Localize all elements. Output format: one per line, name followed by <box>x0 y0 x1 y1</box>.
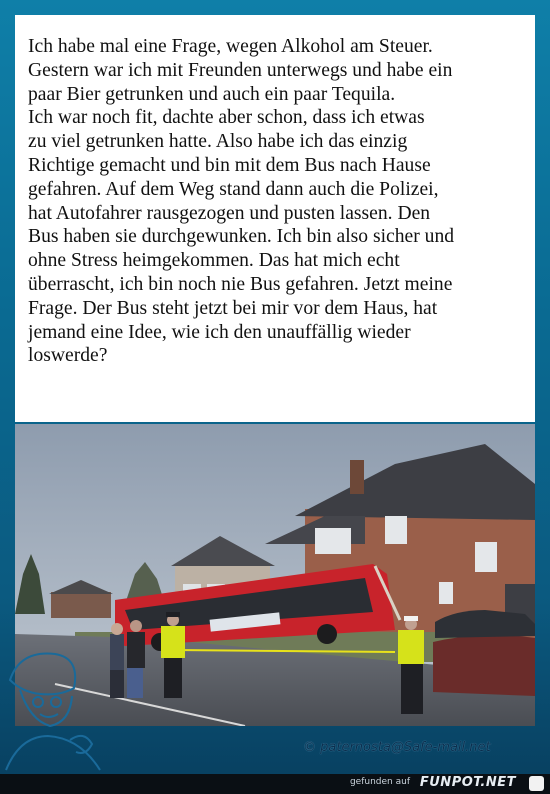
post-text-line: hat Autofahrer rausgezogen und pusten lassen. Den <box>28 202 431 224</box>
footer-bar <box>0 774 550 794</box>
window <box>315 528 351 554</box>
post-text-line: Bus haben sie durchgewunken. Ich bin also sicher und <box>28 226 455 248</box>
far-house <box>51 592 111 618</box>
cartoon-avatar-watermark <box>0 640 108 780</box>
post-text-line: Ich habe mal eine Frage, wegen Alkohol am Steuer. <box>28 36 433 57</box>
post-text-line: loswerde? <box>28 345 108 367</box>
post-text-line: ohne Stress heimgekommen. Das hat mich echt <box>28 250 400 272</box>
person-legs <box>110 670 124 698</box>
post-text-line: Frage. Der Bus steht jetzt bei mir vor dem Haus, hat <box>28 297 438 319</box>
post-text-line: Richtige gemacht und bin mit dem Bus nach Hause <box>28 154 431 176</box>
post-text-line: überrascht, ich bin noch nie Bus gefahren. Jetzt meine <box>28 273 453 295</box>
post-text-line: Gestern war ich mit Freunden unterwegs und habe ein <box>28 59 453 81</box>
post-text-line: paar Bier getrunken und auch ein paar Tequila. <box>28 83 396 105</box>
window <box>475 542 497 572</box>
hedge <box>433 635 535 696</box>
hi-vis-jacket <box>161 626 185 658</box>
person <box>110 634 124 670</box>
person-head <box>130 620 142 632</box>
officer-legs <box>401 664 423 714</box>
funpot-mascot-icon <box>529 776 544 791</box>
post-text-box <box>15 15 535 422</box>
footer-site-logo[interactable]: FUNPOT.NET <box>419 775 516 790</box>
officer-hat <box>404 616 418 621</box>
chimney <box>350 460 364 494</box>
hi-vis-jacket <box>398 630 424 664</box>
post-text-line: jemand eine Idee, wie ich den unauffällig wieder <box>28 321 411 343</box>
bus-wheel <box>317 624 337 644</box>
watermark-text: © paternosta@Safe-mail.net <box>303 740 491 755</box>
person-legs <box>127 668 143 698</box>
post-text-line: zu viel getrunken hatte. Also habe ich das einzig <box>28 131 408 153</box>
post-text-line: gefahren. Auf dem Weg stand dann auch die Polizei, <box>28 178 439 200</box>
avatar-icon <box>0 640 108 780</box>
officer-legs <box>164 658 182 698</box>
window <box>439 582 453 604</box>
window <box>385 516 407 544</box>
officer-cap <box>166 612 180 617</box>
person-head <box>111 623 123 635</box>
post-text-line: Ich war noch fit, dachte aber schon, dass ich etwas <box>28 107 425 129</box>
footer-found-on: gefunden auf <box>349 777 410 787</box>
police-officer <box>398 616 424 714</box>
person <box>127 632 145 668</box>
